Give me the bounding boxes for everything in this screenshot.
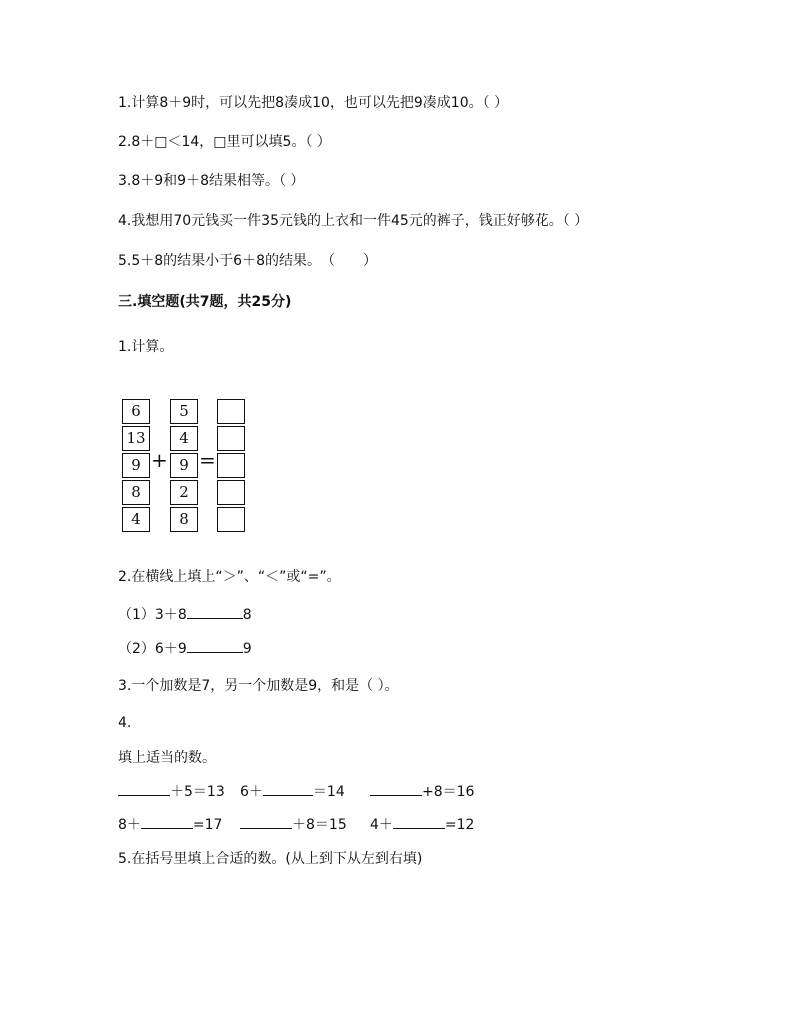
q4-expression: ＝14 [312,784,345,800]
q1-column-b [170,399,198,534]
q1-answer-column [217,399,245,534]
q4-expression: ＋5＝13 [170,784,225,800]
q4-expression: 4＋ [370,817,393,833]
q4-row1-col3 [370,783,474,801]
q3-text: 3.一个加数是7，另一个加数是9，和是（ ）。 [118,678,399,694]
q1-a-cell: 9 [122,453,150,478]
judge-question-2: 2.8＋□＜14，□里可以填5。（ ） [118,134,331,150]
q4-expression: +8＝16 [422,784,475,800]
answer-blank[interactable] [187,640,243,653]
judge-question-5: 5.5＋8的结果小于6＋8的结果。 （ ） [118,253,377,269]
equals-sign: = [199,448,216,472]
answer-blank[interactable] [263,783,313,796]
q2-item-1-right: 8 [242,607,252,623]
answer-blank[interactable] [240,816,292,829]
q1-a-cell: 6 [122,399,150,424]
q2-text: 2.在横线上填上“＞”、“＜”或“=”。 [118,569,341,585]
q4-expression: 6＋ [240,784,263,800]
q1-b-cell: 9 [170,453,198,478]
answer-blank[interactable] [393,816,445,829]
answer-blank[interactable] [370,783,422,796]
q1-text: 1.计算。 [118,339,174,355]
q2-item-2-right: 9 [242,641,252,657]
judge-question-4: 4.我想用70元钱买一件35元钱的上衣和一件45元的裤子，钱正好够花。（ ） [118,213,589,229]
q4-number: 4. [118,715,132,731]
q4-row2-col2 [240,816,347,834]
q2-item-1-left: （1）3＋8 [118,607,187,623]
q1-b-cell: 8 [170,507,198,532]
q4-expression: =12 [444,817,475,833]
judge-question-3: 3.8＋9和9＋8结果相等。（ ） [118,173,305,189]
q5-text: 5.在括号里填上合适的数。(从上到下从左到右填) [118,851,423,867]
q1-a-cell: 4 [122,507,150,532]
q1-b-cell: 4 [170,426,198,451]
section-title: 三.填空题(共7题，共25分) [118,294,292,310]
q1-a-cell: 13 [122,426,150,451]
q1-answer-cell[interactable] [217,480,245,505]
q1-b-cell: 5 [170,399,198,424]
q1-answer-cell[interactable] [217,507,245,532]
q4-expression: ＋8＝15 [292,817,347,833]
q1-column-a [122,399,150,534]
q1-a-cell: 8 [122,480,150,505]
q4-row1-col2 [240,783,345,801]
q4-text: 填上适当的数。 [118,750,216,766]
q4-row1-col1 [118,783,225,801]
answer-blank[interactable] [187,606,243,619]
q4-expression: 8＋ [118,817,141,833]
q2-item-1 [118,606,252,624]
q1-answer-cell[interactable] [217,453,245,478]
q1-b-cell: 2 [170,480,198,505]
q4-row2-col3 [370,816,474,834]
answer-blank[interactable] [118,783,170,796]
plus-sign: + [151,448,168,472]
answer-blank[interactable] [141,816,193,829]
q4-expression: =17 [192,817,223,833]
q4-row2-col1 [118,816,222,834]
judge-question-1: 1.计算8＋9时，可以先把8凑成10，也可以先把9凑成10。（ ） [118,95,509,111]
q2-item-2 [118,640,252,658]
q1-answer-cell[interactable] [217,426,245,451]
q2-item-2-left: （2）6＋9 [118,641,187,657]
q1-answer-cell[interactable] [217,399,245,424]
